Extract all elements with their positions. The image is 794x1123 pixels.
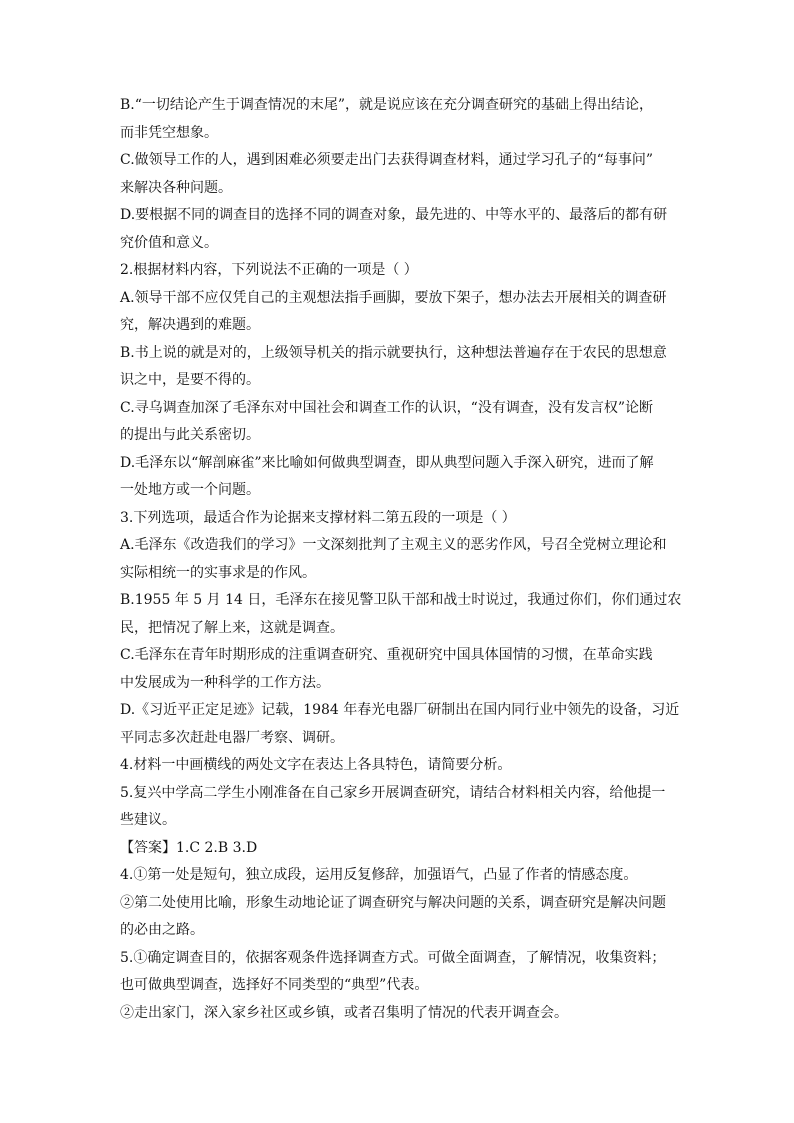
text-line: D.要根据不同的调查目的选择不同的调查对象，最先进的、中等水平的、最落后的都有研 — [120, 207, 668, 223]
answer-5-part1 — [120, 945, 680, 1000]
text-line: C.寻乌调查加深了毛泽东对中国社会和调查工作的认识，“没有调查，没有发言权”论断 — [120, 399, 653, 416]
option-1d — [120, 202, 680, 257]
text-line: 些建议。 — [120, 812, 176, 828]
option-3c — [120, 642, 680, 697]
text-line: 4.①第一处是短句，独立成段，运用反复修辞，加强语气，凸显了作者的情感态度。 — [120, 867, 638, 883]
text-line: 来解决各种问题。 — [120, 179, 232, 196]
question-4 — [120, 752, 680, 780]
option-3b — [120, 587, 680, 642]
text-line: 究价值和意义。 — [120, 234, 218, 251]
text-line: C.毛泽东在青年时期形成的注重调查研究、重视研究中国具体国情的习惯，在革命实践 — [120, 647, 653, 663]
text-line: 一处地方或一个问题。 — [120, 482, 260, 498]
answer-key — [120, 835, 680, 863]
option-1b — [120, 92, 680, 147]
option-2c — [120, 395, 680, 450]
text-line: B.“一切结论产生于调查情况的末尾”，就是说应该在充分调查研究的基础上得出结论， — [120, 97, 654, 113]
text-line: A.毛泽东《改造我们的学习》一文深刻批判了主观主义的恶劣作风，号召全党树立理论和 — [120, 537, 667, 553]
text-line: C.做领导工作的人，遇到困难必须要走出门去获得调查材料，通过学习孔子的“每事问” — [120, 152, 653, 168]
text-line: 民，把情况了解上来，这就是调查。 — [120, 619, 344, 636]
question-3 — [120, 505, 680, 533]
text-line: B.书上说的就是对的，上级领导机关的指示就要执行，这种想法普遍存在于农民的思想意 — [120, 344, 667, 361]
text-line: 4.材料一中画横线的两处文字在表达上各具特色，请简要分析。 — [120, 757, 512, 773]
answer-4-part1 — [120, 862, 680, 890]
text-line: 也可做典型调查，选择好不同类型的“典型”代表。 — [120, 977, 429, 993]
answer-5-part2 — [120, 1000, 680, 1028]
text-line: 平同志多次赶赴电器厂考察、调研。 — [120, 729, 344, 746]
text-line: 5.复兴中学高二学生小刚准备在自己家乡开展调查研究，请结合材料相关内容，给他提一 — [120, 784, 666, 801]
text-line: 的提出与此关系密切。 — [120, 427, 260, 443]
option-2a — [120, 285, 680, 340]
text-line: B.1955 年 5 月 14 日，毛泽东在接见警卫队干部和战士时说过，我通过你们，你们通过农 — [120, 592, 682, 608]
text-line: 中发展成为一种科学的工作方法。 — [120, 674, 330, 691]
text-line: 5.①确定调查目的，依据客观条件选择调查方式。可做全面调查，了解情况，收集资料； — [120, 949, 666, 966]
text-line: D.《习近平正定足迹》记载，1984 年春光电器厂研制出在国内同行业中领先的设备，习近 — [120, 702, 680, 718]
option-1c — [120, 147, 680, 202]
text-line: ②走出家门，深入家乡社区或乡镇，或者召集明了情况的代表开调查会。 — [120, 1004, 568, 1021]
text-line: 3.下列选项，最适合作为论据来支撑材料二第五段的一项是（ ） — [120, 509, 516, 526]
option-2b — [120, 340, 680, 395]
text-line: 【答案】1.C 2.B 3.D — [120, 839, 258, 856]
text-line: A.领导干部不应仅凭自己的主观想法指手画脚，要放下架子，想办法去开展相关的调查研 — [120, 289, 667, 306]
text-line: 识之中，是要不得的。 — [120, 372, 260, 388]
question-2 — [120, 257, 680, 285]
question-5 — [120, 780, 680, 835]
text-line: ②第二处使用比喻，形象生动地论证了调查研究与解决问题的关系，调查研究是解决问题 — [120, 894, 666, 911]
text-line: 实际相统一的实事求是的作风。 — [120, 564, 316, 581]
option-3d — [120, 697, 680, 752]
option-2d — [120, 450, 680, 505]
answer-4-part2 — [120, 890, 680, 945]
text-line: 2.根据材料内容，下列说法不正确的一项是（ ） — [120, 262, 418, 278]
text-line: D.毛泽东以“解剖麻雀”来比喻如何做典型调查，即从典型问题入手深入研究，进而了解 — [120, 454, 654, 471]
text-line: 究，解决遇到的难题。 — [120, 317, 260, 333]
text-line: 的必由之路。 — [120, 922, 204, 938]
option-3a — [120, 532, 680, 587]
text-line: 而非凭空想象。 — [120, 124, 218, 141]
document-page — [120, 92, 680, 1027]
